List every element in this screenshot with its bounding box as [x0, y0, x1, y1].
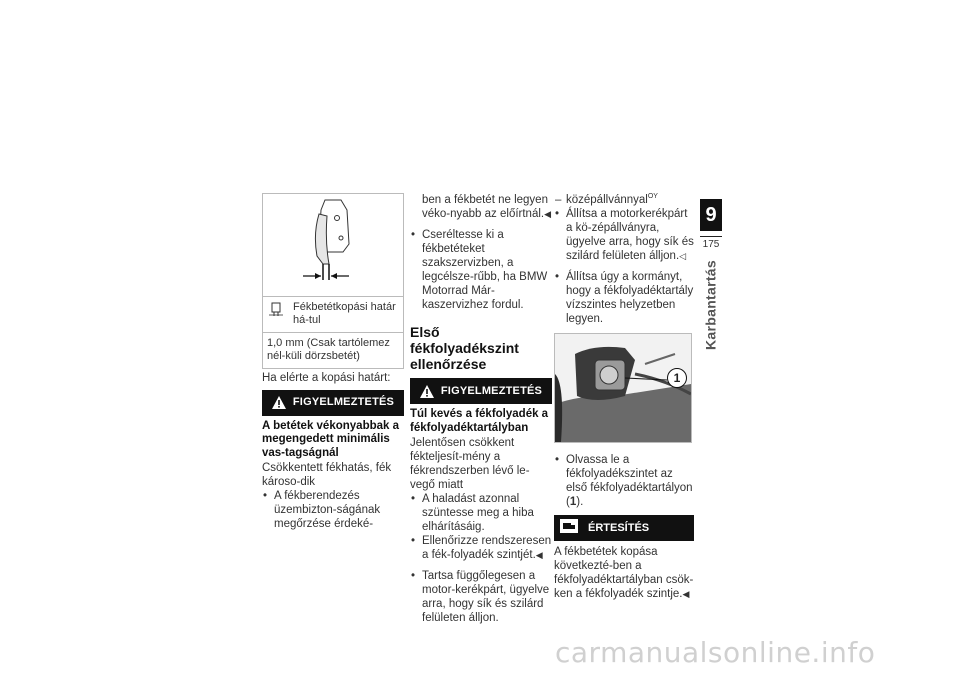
warning-banner [262, 390, 404, 416]
warning-text: Csökkentett fékhatás, fék károso-dik [262, 462, 392, 489]
bullet-list [554, 453, 694, 509]
continued-text: ben a fékbetét ne legyen véko-nyabb az előírtnál.◀ [422, 194, 552, 221]
bullet-list [410, 492, 552, 562]
end-mark-icon: ◁ [679, 251, 687, 262]
bullet-list [554, 270, 694, 326]
brake-pad-wear-icon [267, 301, 287, 323]
column-2 [410, 193, 552, 632]
spec-limit-value: 1,0 mm (Csak tartólemez nél-küli dörzsbetét) [267, 336, 390, 363]
callout-number: 1 [667, 368, 687, 388]
list-item: • Olvassa le a fékfolyadékszintet az első fékfolyadéktartályon (1). [554, 453, 694, 509]
intro-text: Ha elérte a kopási határt: [262, 371, 391, 384]
chapter-tab: 9 [700, 199, 722, 231]
notice-label: ÉRTESÍTÉS [588, 521, 650, 534]
option-superscript: OY [647, 193, 658, 201]
column-3 [554, 193, 694, 601]
reservoir-illustration [555, 334, 691, 442]
warning-triangle-icon [272, 396, 286, 409]
watermark: carmanualsonline.info [555, 636, 876, 669]
end-mark-icon: ◀ [544, 209, 552, 220]
spec-row-limit [263, 297, 403, 332]
brake-pad-illustration [263, 194, 404, 296]
warning-title: A betétek vékonyabbak a megengedett minimális vas-tagságnál [262, 419, 399, 460]
bullet-list [410, 228, 552, 312]
warning-label: FIGYELMEZTETÉS [292, 395, 395, 408]
column-1 [262, 193, 404, 531]
wear-limit-table [262, 297, 404, 369]
warning-triangle-icon [420, 385, 434, 398]
list-item: • A haladást azonnal szüntesse meg a hiba elhárításáig. [410, 492, 552, 534]
notice-banner [554, 515, 694, 541]
spec-limit-label: Fékbetétkopási határ há-tul [293, 301, 396, 327]
pointing-hand-icon [560, 519, 578, 537]
warning-title: Túl kevés a fékfolyadék a fékfolyadéktartályban [410, 408, 549, 435]
notice-text: A fékbetétek kopása következté-ben a fékfolyadéktartályban csök-ken a fékfolyadék szintje.◀ [554, 546, 694, 601]
callout-reference: 1 [569, 496, 577, 509]
section-title: Első fékfolyadékszint ellenőrzése [410, 324, 519, 373]
section-side-label: Karbantartás [702, 260, 719, 350]
list-item: • Állítsa úgy a kormányt, hogy a fékfolyadéktartály vízszintes helyzetben legyen. [554, 270, 694, 326]
end-mark-icon: ◀ [682, 589, 690, 600]
list-item: • Tartsa függőlegesen a motor-kerékpárt, ügyelve arra, hogy sík és szilárd felületen álljon. [410, 569, 552, 625]
list-item: – középállvánnyal$^{OY}$ [554, 193, 694, 207]
brake-pad-figure [262, 193, 404, 297]
brake-fluid-reservoir-figure [554, 333, 692, 443]
list-item: • Ellenőrizze rendszeresen a fék-folyadék szintjét.◀ [410, 534, 552, 562]
warning-text: Jelentősen csökkent fékteljesít-mény a fékrendszerben lévő le-vegő miatt [410, 437, 530, 492]
list-item: • Állítsa a motorkerékpárt a kö-zépállványra, ügyelve arra, hogy sík és szilárd felületen álljon.◁ [554, 207, 694, 263]
spec-row-value [263, 332, 403, 368]
list-item: • Cseréltesse ki a fékbetéteket szakszervizben, a legcélsze-rűbb, ha BMW Motorrad Már-kaszervizhez fordul. [410, 228, 552, 312]
bullet-list [262, 489, 404, 531]
page-number: 175 [700, 236, 722, 251]
end-mark-icon: ◀ [535, 550, 543, 561]
list-item: • A fékberendezés üzembizton-ságának megőrzése érdeké- [262, 489, 404, 531]
bullet-list [554, 193, 694, 263]
bullet-list [410, 569, 552, 625]
warning-label: FIGYELMEZTETÉS [440, 384, 543, 397]
warning-banner [410, 378, 552, 404]
